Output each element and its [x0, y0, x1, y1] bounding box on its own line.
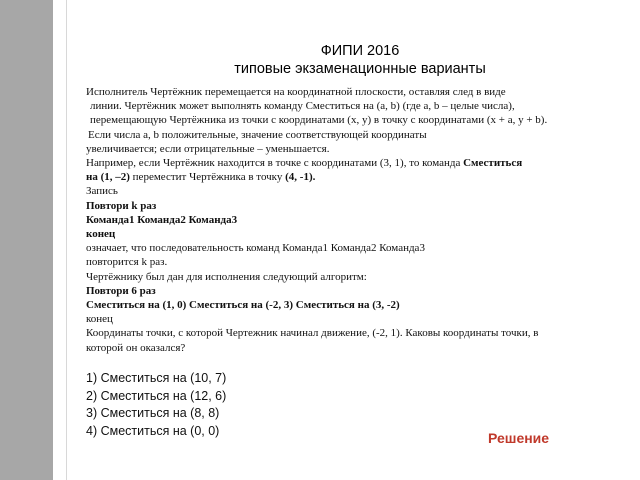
task-line-1: Исполнитель Чертёжник перемещается на координатной плоскости, оставляя след в виде — [86, 86, 506, 98]
answer-option-2: 2) Сместиться на (12, 6) — [86, 388, 227, 403]
task-line-4: Если числа a, b положительные, значение соответствующей координаты — [88, 128, 427, 141]
end-bold-line: конец — [86, 228, 116, 241]
commands-line: Команда1 Команда2 Команда3 — [86, 213, 238, 226]
question-line-1: Координаты точки, с которой Чертежник начинал движение, (-2, 1). Каковы координаты точки, в — [86, 327, 539, 340]
task-line-2: линии. Чертёжник может выполнять команду Сместиться на (a, b) (где a, b – целые числа), — [90, 100, 515, 113]
answer-options — [86, 370, 486, 440]
example-prefix: Например, если Чертёжник находится в точке с координатами (3, 1), то команда — [86, 157, 461, 170]
task-line-3: перемещающую Чертёжника из точки с координатами (x, y) в точку с координатами (x + a, y + b). — [90, 114, 548, 127]
example-line-2 — [86, 170, 616, 184]
repeat-6-line: Повтори 6 раз — [86, 284, 156, 297]
record-label: Запись — [86, 185, 118, 198]
example-middle: переместит Чертёжника в точку — [132, 171, 283, 184]
header-subtitle: типовые экзаменационные варианты — [234, 61, 486, 77]
repeat-k-line: Повтори k раз — [86, 199, 157, 212]
example-command-word: Сместиться — [463, 157, 523, 170]
left-gray-bar — [0, 0, 53, 480]
example-point: (4, -1). — [285, 171, 316, 184]
answer-option-3: 3) Сместиться на (8, 8) — [86, 406, 220, 420]
answer-option-1: 1) Сместиться на (10, 7) — [86, 371, 227, 385]
algorithm-line: Сместиться на (1, 0) Сместиться на (-2, 3) Сместиться на (3, -2) — [86, 299, 400, 312]
question-line-2: которой он оказался? — [86, 341, 186, 354]
example-line-1 — [86, 156, 616, 170]
header-title: ФИПИ 2016 — [320, 43, 400, 59]
given-line: Чертёжнику был дан для исполнения следующий алгоритм: — [86, 270, 367, 283]
answer-option-4: 4) Сместиться на (0, 0) — [86, 423, 220, 438]
means-line-1: означает, что последовательность команд Команда1 Команда2 Команда3 — [86, 242, 425, 255]
means-line-2: повторится k раз. — [86, 256, 168, 269]
slide-header — [150, 42, 570, 78]
task-line-5: увеличивается; если отрицательные – уменьшается. — [86, 142, 330, 155]
task-text — [86, 85, 616, 355]
end-plain-line: конец — [86, 313, 113, 326]
solution-link[interactable]: Решение — [488, 430, 550, 446]
example-command-args: на (1, –2) — [86, 171, 130, 184]
